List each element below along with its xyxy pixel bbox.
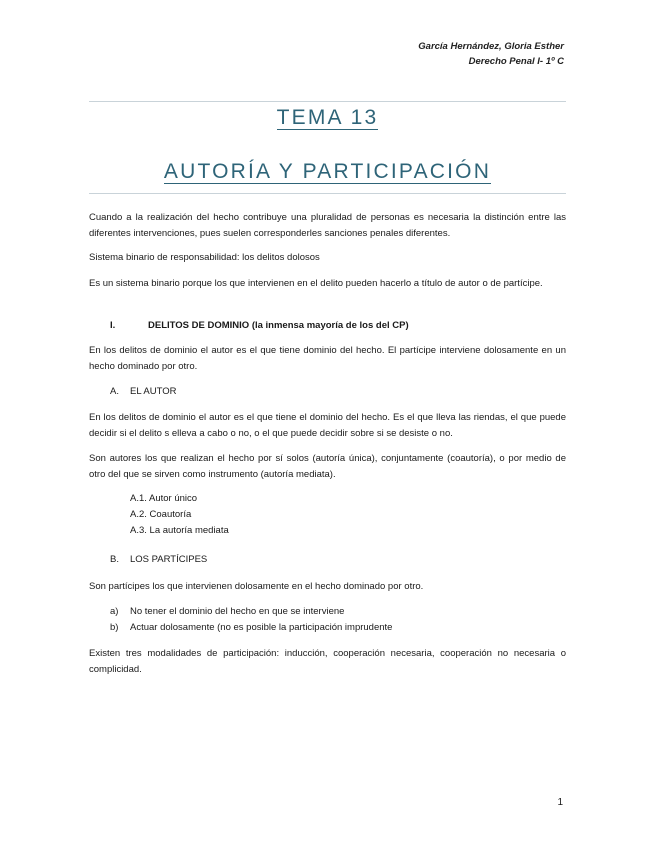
paragraph-binary-explanation: Es un sistema binario porque los que intervienen en el delito pueden hacerlo a título de autor o de partícipe. — [89, 278, 543, 289]
subsection-b-letter: B. — [110, 554, 119, 565]
list-item: A.1. Autor único — [130, 493, 198, 504]
subsection-a-title: EL AUTOR — [130, 386, 177, 397]
list-marker-a: a) — [110, 606, 119, 617]
paragraph-binary-system: Sistema binario de responsabilidad: los delitos dolosos — [89, 252, 320, 263]
paragraph-modalidades: Existen tres modalidades de participación: inducción, cooperación necesaria, cooperación no necesaria o complicidad. — [89, 648, 566, 675]
topic-title — [89, 106, 566, 130]
section-heading-note: (la inmensa mayoría de los del CP) — [251, 320, 409, 331]
paragraph-autor: En los delitos de dominio el autor es el que tiene el dominio del hecho. Es el que lleva las riendas, el que puede decidir si el delito s elleva a cabo o no, o el que puede decidir sobre si se desiste o no. — [89, 412, 566, 439]
section-heading — [148, 318, 409, 334]
chapter-title-text: AUTORÍA Y PARTICIPACIÓN — [163, 160, 492, 183]
section-heading-title: DELITOS DE DOMINIO — [148, 320, 250, 331]
paragraph-participes: Son partícipes los que intervienen dolosamente en el hecho dominado por otro. — [89, 581, 424, 592]
list-item: No tener el dominio del hecho en que se interviene — [130, 606, 345, 617]
list-item: A.3. La autoría mediata — [130, 525, 229, 536]
section-number: I. — [110, 320, 116, 331]
page-number: 1 — [557, 797, 563, 808]
list-marker-b: b) — [110, 622, 119, 633]
header-course: Derecho Penal I- 1º C — [468, 56, 564, 67]
list-item: A.2. Coautoría — [130, 509, 192, 520]
paragraph-dominio: En los delitos de dominio el autor es el que tiene dominio del hecho. El partícipe interviene dolosamente en un hecho dominado por otro. — [89, 345, 566, 372]
topic-title-text: TEMA 13 — [276, 106, 379, 129]
subsection-b-title: LOS PARTÍCIPES — [130, 554, 208, 565]
list-item: Actuar dolosamente (no es posible la participación imprudente — [130, 622, 393, 633]
bottom-rule — [89, 193, 566, 194]
paragraph-autores: Son autores los que realizan el hecho por sí solos (autoría única), conjuntamente (coautoría), o por medio de otro del que se sirven como instrumento (autoría mediata). — [89, 453, 566, 480]
top-rule — [89, 101, 566, 102]
header-author: García Hernández, Gloria Esther — [418, 41, 564, 52]
subsection-a-letter: A. — [110, 386, 119, 397]
paragraph-intro: Cuando a la realización del hecho contribuye una pluralidad de personas es necesaria la distinción entre las diferentes intervenciones, pues suelen corresponderles sanciones penales diferentes. — [89, 212, 566, 239]
chapter-title — [89, 160, 566, 184]
